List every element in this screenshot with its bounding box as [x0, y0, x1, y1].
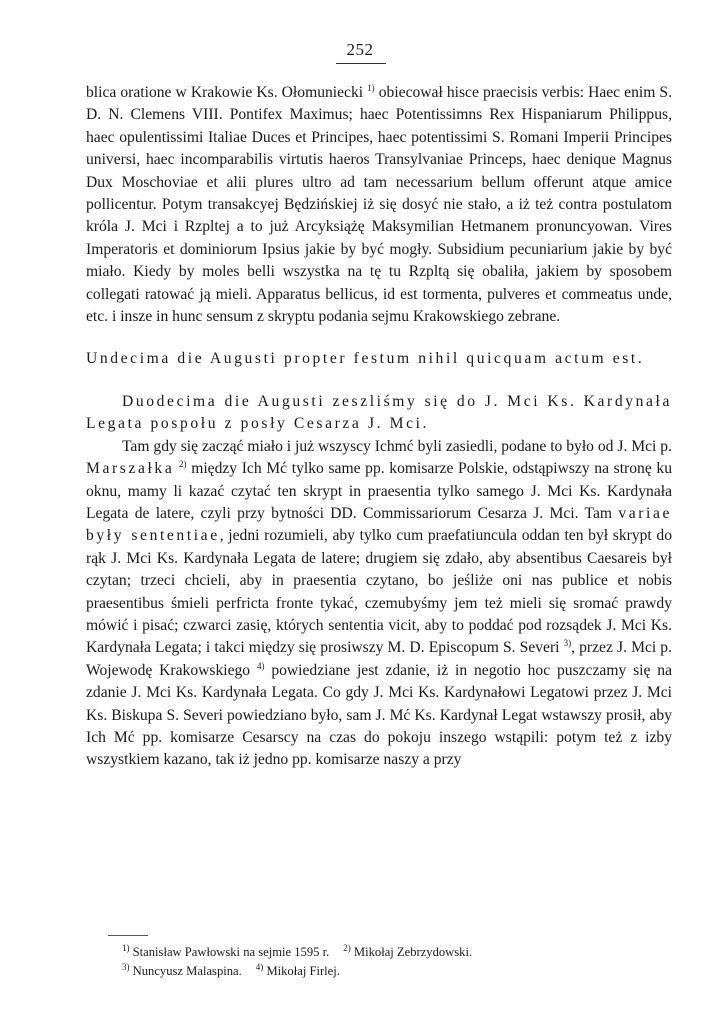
footnote-text: Mikołaj Zebrzydowski.: [353, 945, 473, 959]
footnote-ref-3: 3): [563, 638, 572, 649]
text-run: Undecima die Augusti propter festum nihil quicquam actum est.: [86, 350, 645, 368]
footnote-text: Nuncyusz Malaspina.: [132, 964, 242, 978]
footnote-marker: 4): [255, 961, 264, 972]
text-run: obiecował hisce praecisis verbis: Haec enim S. D. N. Clemens VIII. Pontifex Maximus; haec Potentissimns Rex Hispaniarum Philippus, haec opulentissimi Italiae Duces et Principes, haec potentissimi S. Romani Imperii Principes universi, haec incomparabilis virtutis haeros Transylvaniae Princeps, haec denique Magnus Dux Moschoviae et alii plures ultro ad tam necessarium bellum offerunt atque amice pollicentur. Potym transakcyej Będzińskiej iż się dosyć nie stało, a iż też contra postulatom króla J. Mci i Rzpltej a to już Arcyksiążę Maksymilian Hetmanem pronuncyowan. Vires Imperatoris et dominiorum Ipsius jakie by być mogły. Subsidium pecuniarium jakie by być miało. Kiedy by moles belli wszystka na tę tu Rzpltą się obaliła, jakiem by sposobem collegati ratować ją mieli. Apparatus bellicus, id est tormenta, pulveres et commeatus unde, etc. i insze in hunc sensum z skryptu podania sejmu Krakowskiego zebrane.: [86, 84, 672, 326]
text-run: Marszałka: [86, 460, 175, 478]
paragraph-continuation: [86, 82, 672, 328]
footnote-text: Stanisław Pawłowski na sejmie 1595 r.: [132, 945, 330, 959]
footnote-marker: 2): [343, 942, 351, 953]
footnote-ref-2: 2): [179, 458, 187, 469]
paragraph-meeting: [86, 436, 672, 772]
text-run: blica oratione w Krakowie Ks. Ołomuniecki: [86, 84, 364, 101]
text-run: Duodecima die Augusti zeszliśmy się do J. Mci Ks. Kardynała Legata pospołu z posły Cesarza J. Mci.: [86, 392, 672, 433]
footnote-marker: 3): [122, 961, 130, 972]
text-run: , jedni rozumieli, aby tylko cum praefatiuncula oddan ten był skrypt do rąk J. Mci Ks. Kardynała Legata de latere; drugiem się zdało, aby absentibus Caesareis był czytan; trzeci chcieli, aby in praesentia czytano, bo jeśliże oni nas publice et nobis praesentibus śmieli perfricta fronte tykać, czemubyśmy jem też mieli się sromać prawdy mówić i pisać; czwarci zasię, których sententia vicit, aby to poddać pod rozsądek J. Mci Ks. Kardynała Legata; i takci między się prosiwszy M. D. Episcopum S. Severi: [86, 527, 673, 657]
footnote-ref-1: 1): [367, 82, 375, 93]
body-text: [86, 82, 672, 772]
text-run: Tam gdy się zacząć miało i już wszyscy Ichmć byli zasiedli, podane to było od J. Mci p.: [122, 437, 672, 455]
text-run: , przez J. Mci p. Wojewodę Krakowskiego: [86, 639, 672, 679]
text-run: powiedziane jest zdanie, iż in negotio hoc puszczamy się na zdanie J. Mci Ks. Kardynała Legata. Co gdy J. Mci Ks. Kardynałowi Legatowi przez J. Mci Ks. Biskupa S. Severi powiedziano było, sam J. Mć Ks. Kardynał Legat wstawszy prosił, aby Ich Mć pp. komisarze Cesarscy na czas do pokoju inszego wstąpili: potym też z izby wszystkiem kazano, tak iż jedno pp. komisarze naszy a przy: [86, 661, 672, 769]
paragraph-undecima: [86, 348, 672, 370]
text-run: variae były sententiae: [86, 504, 672, 545]
page-number: 252: [346, 40, 374, 59]
footnote-rule: [108, 935, 148, 936]
footnotes: [122, 943, 662, 981]
footnote-text: Mikołaj Firlej.: [266, 964, 340, 978]
text-run: między Ich Mć tylko same pp. komisarze Polskie, odstąpiwszy na stronę ku oknu, mamy li kazać czytać ten skrypt in praesentia tylko samego J. Mci Ks. Kardynała Legata de latere, czyli przy bytności DD. Commissariorum Cesarza J. Mci. Tam: [86, 460, 673, 522]
footnote-line: [122, 962, 662, 981]
footnote-ref-4: 4): [256, 660, 265, 671]
page-number-rule: [336, 63, 386, 64]
paragraph-duodecima: [86, 391, 672, 436]
footnote-marker: 1): [122, 942, 130, 953]
footnote-line: [122, 943, 662, 962]
